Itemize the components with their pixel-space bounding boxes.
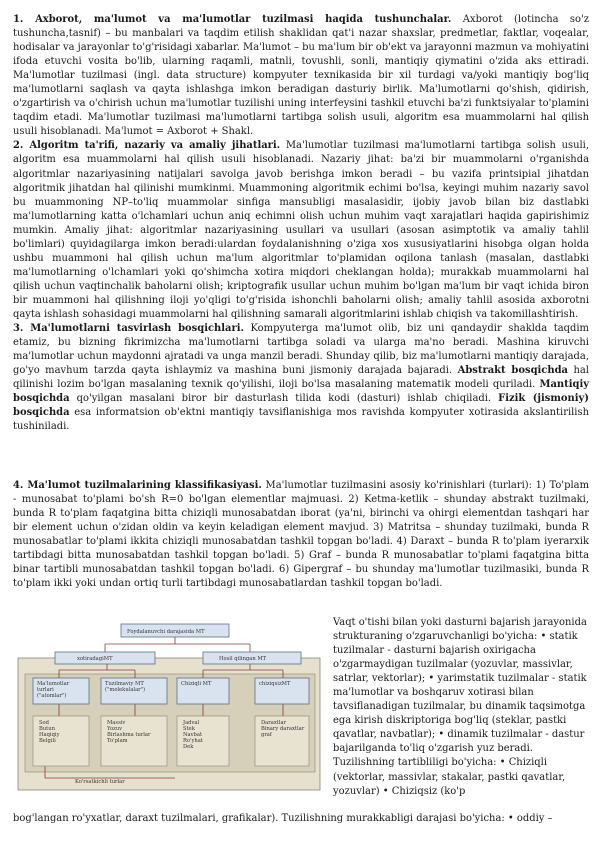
abstract-stage-term: Abstrakt bosqichda (457, 365, 568, 377)
side-column-text: Vaqt o'tishi bilan yoki dasturni bajarish jarayonida strukturaning o'zgaruvchanligi bo'yicha: • statik tuzilmalar - dasturni bajarish oxirigacha o'zgarmaydigan tuzilmalar (yozuvlar, massivlar, satrlar, vektorlar); • yarimstatik tuzilmalar - statik ma'lumotlar va boshqaruv xotirasi bilan tavsiflanadigan tuzilmalar, bu dinamik taqsimotga ega kirish diskriptoriga bog'liq (steklar, pastki qavatlar, navbatlar); • dinamik tuzilmalar - dastur bajarilganda to'liq o'zgarish yuz beradi. Tuzilishning tartibliligi bo'yicha: • Chiziqli (vektorlar, massivlar, stakalar, pastki qavatlar, yozuvlar) • Chiziqsiz (ko'p (333, 617, 587, 797)
section-2-heading: 2. Algoritm ta'rifi, nazariy va amaliy jihatlari. (13, 140, 281, 152)
section-3-heading: 3. Ma'lumotlarni tasvirlash bosqichlari. (13, 323, 244, 335)
leaf3-item-3: Navbat (183, 732, 203, 738)
leaf3-item-2: Stek (183, 726, 195, 732)
closing-line: bog'langan ro'yxatlar, daraxt tuzilmalari, grafikalar). Tuzilishning murakkabligi darajasi bo'yicha: • oddiy – (13, 813, 553, 824)
derived-mt-label: Hosil qilingan MT (219, 656, 267, 662)
abstract-stage-text: hal qilinishi lozim bo'lgan masalaning texnik qo'yilishi, iloji bo'lsa masalaning matematik modeli quriladi. (13, 365, 589, 391)
section-4-body: Ma'lumotlar tuzilmasini asosiy ko'rinishlari (turlari): 1) To'plam - munosabat to'plami bo'sh R=0 bo'lgan elementlar majmuasi. 2) Ketma-ketlik – shunday abstrakt tuzilmaki, bunda R to'plam faqatgina bitta chiziqli munosabatdan iborat (ya'ni, birinchi va ohirgi elementdan tashqari har bir element uchun o'zidan oldin va keyin keladigan element mavjud. 3) Matritsa – shunday tuzilmaki, bunda R munosabatlar to'plami ikkita chiziqli munosabatdan tashkil topgan bo'ladi. 4) Daraxt – bunda R to'plam iyerarxik tartibdagi bitta munosabatdan tashkil topgan bo'ladi. 5) Graf – bunda R munosabatlar to'plami faqatgina bitta binar tartibli munosabatdan tashkil topgan bo'ladi. 6) Gipergraf – bu shunday ma'lumotlar tuzilmasiki, bunda R to'plam ikki yoki undan ortiq turli tartibdagi munosabatlardan tashkil topgan bo'ladi. (13, 480, 589, 590)
logical-stage-text: qo'yilgan masalani biror bir dasturlash tilida kodi (dasturi) ishlab chiqiladi. (76, 393, 492, 405)
leaf3-item-5: Dek (183, 744, 194, 750)
leaf4-item-3: graf (261, 732, 272, 738)
leaf1-item-1: Sod (39, 720, 49, 726)
leaf2-item-4: To'plam (107, 738, 128, 744)
leaf4-item-2: Binary daraxtlar (261, 726, 305, 732)
section-1-body: Axborot (lotincha so'z tushuncha,tasnif) – bu manbalari va taqdim etilish shaklidan qat'i nazar shaxslar, predmetlar, faktlar, voqealar, hodisalar va jarayonlar to'g'risidagi xabarlar. Ma'lumot – bu ma'lum bir ob'ekt va jarayonni mazmun va mohiyatini ifoda etuvchi vosita bo'lib, ularning raqamli, matnli, tovushli, sonli, mantiqiy qiymatini o'zida aks ettiradi. Ma'lumotlar tuzilmasi (ingl. data structure) kompyuter texnikasida bir xil turdagi va/yoki mantiqiy bog'liq ma'lumotlarni saqlash va qayta ishlashga imkon beradigan dasturiy birlik. Ma'lumotlarni qo'shish, qidirish, o'zgartirish va o'chirish uchun ma'lumotlar tuzilishi uning interfeysini tashkil etuvchi ba'zi funktsiyalar to'plamini taqdim etadi. Ma'lumotlar tuzilmasi ma'lumotlarni tartibga solish usuli, algoritm esa muammolarni hal qilish usuli hisoblanadi. Ma'lumot = Axborot + Shakl. (13, 14, 589, 138)
structural-mt-line-1: Tuzilmaviy MT (105, 681, 144, 687)
section-1-heading: 1. Axborot, ma'lumot va ma'lumotlar tuzilmasi haqida tushunchalar. (13, 14, 452, 25)
linear-mt-label: Chiziqli MT (181, 681, 212, 687)
pointer-types-label: Ko'rsatkichli turlar (75, 779, 125, 785)
data-structure-classification-diagram (15, 616, 323, 792)
structural-mt-line-2: ("molekulalar") (105, 687, 146, 693)
sections-1-3 (13, 13, 589, 434)
leaf4-item-1: Daraxtlar (261, 720, 287, 726)
data-types-line-2: turlari (37, 687, 54, 693)
section-2-body: Ma'lumotlar tuzilmasi ma'lumotlarni tartibga solish usuli, algoritm esa muammolarni hal qilish usuli hisoblanadi. Nazariy jihat: ba'zi bir muammolarni o'rganishda algoritmlar nazariyasining natijalari savolga javob berishga imkon beradi – bu vazifa printsipial jihatdan algoritmik jihatdan hal qilinishi mumkinmi. Muammoning algoritmik echimi bo'lsa, keyingi muhim nazariy savol bu muammoning NP–to'liq muammolar sinfiga mansubligi masalasidir, ijobiy javob bilan biz dastlabki ma'lumotlarning katta o'lchamlari uchun aniq echimni olish uchun muhim vaqt xarajatlari haqida gapirishimiz mumkin. Amaliy jihat: algoritmlar nazariyasining usullari va usullari (asosan asimptotik va amaliy tahlil bo'limlari) quyidagilarga imkon beradi:ulardan foydalanishning o'ziga xos xususiyatlarini hisobga olgan holda ushbu muammoni hal qilish uchun ma'lum algoritmlar to'plamidan oqilona tanlash (masalan, dastlabki ma'lumotlarning o'lchamlari yoki qo'shimcha xotira miqdori cheklangan holda); murakkab muammolarni hal qilish uchun vaqtinchalik baholarni olish; kriptografik usullar uchun muhim bo'lgan ma'lum bir vaqt ichida biron bir muammoni hal qilishning iloji yo'qligi to'g'risida ishonchli baholarni olish; amaliy tahlil asosida axborotni qayta ishlash sohasidagi muammolarni hal qilishning samarali algoritmlarini ishlab chiqish va takomillashtirish. (13, 140, 589, 320)
root-label: Foydalanuvchi darajasida MT (127, 629, 205, 635)
nonlinear-mt-label: chiziqsizMT (259, 681, 291, 687)
physical-stage-text: esa informatsion ob'ektni mantiqiy tavsiflanishiga mos ravishda kompyuter xotirasida akslantirilish tushiniladi. (13, 407, 589, 433)
logical-stage-term: Mantiqiy bosqichda (13, 379, 589, 405)
leaf2-item-3: Birlashma turlar (107, 732, 151, 738)
physical-stage-term: Fizik (jismoniy) bosqichda (13, 393, 589, 419)
leaf3-item-1: Jadval (183, 720, 200, 726)
leaf1-item-2: Butun (39, 726, 55, 732)
memory-mt-label: xotiradagiMT (77, 656, 113, 662)
section-4 (13, 479, 589, 591)
data-types-line-3: ("atomlar") (37, 693, 67, 699)
leaf2-item-2: Yozuv (107, 726, 123, 732)
leaf1-item-3: Haqiqiy (39, 732, 60, 738)
data-types-line-1: Ma'lumotlar (37, 681, 70, 687)
leaf1-item-4: Belgili (39, 738, 56, 744)
section-3-body: Kompyuterga ma'lumot olib, biz uni qandaydir shaklda taqdim etamiz, bu bizning fikrimizcha ma'lumotlarni tartibga soladi va ularga ma'no beradi. Mashina kiruvchi ma'lumotlar uchun maydonni ajratadi va unga manzil beradi. Shunday qilib, biz ma'lumotlarni mantiqiy darajada, go'yo mavhum tarzda qayta ishlaymiz va mashina buni jismoniy darajada bajaradi. (13, 323, 589, 377)
leaf3-item-4: Ro'yhat (183, 738, 203, 744)
section-4-heading: 4. Ma'lumot tuzilmalarining klassifikasiyasi. (13, 480, 262, 491)
leaf2-item-1: Massiv (107, 720, 126, 726)
